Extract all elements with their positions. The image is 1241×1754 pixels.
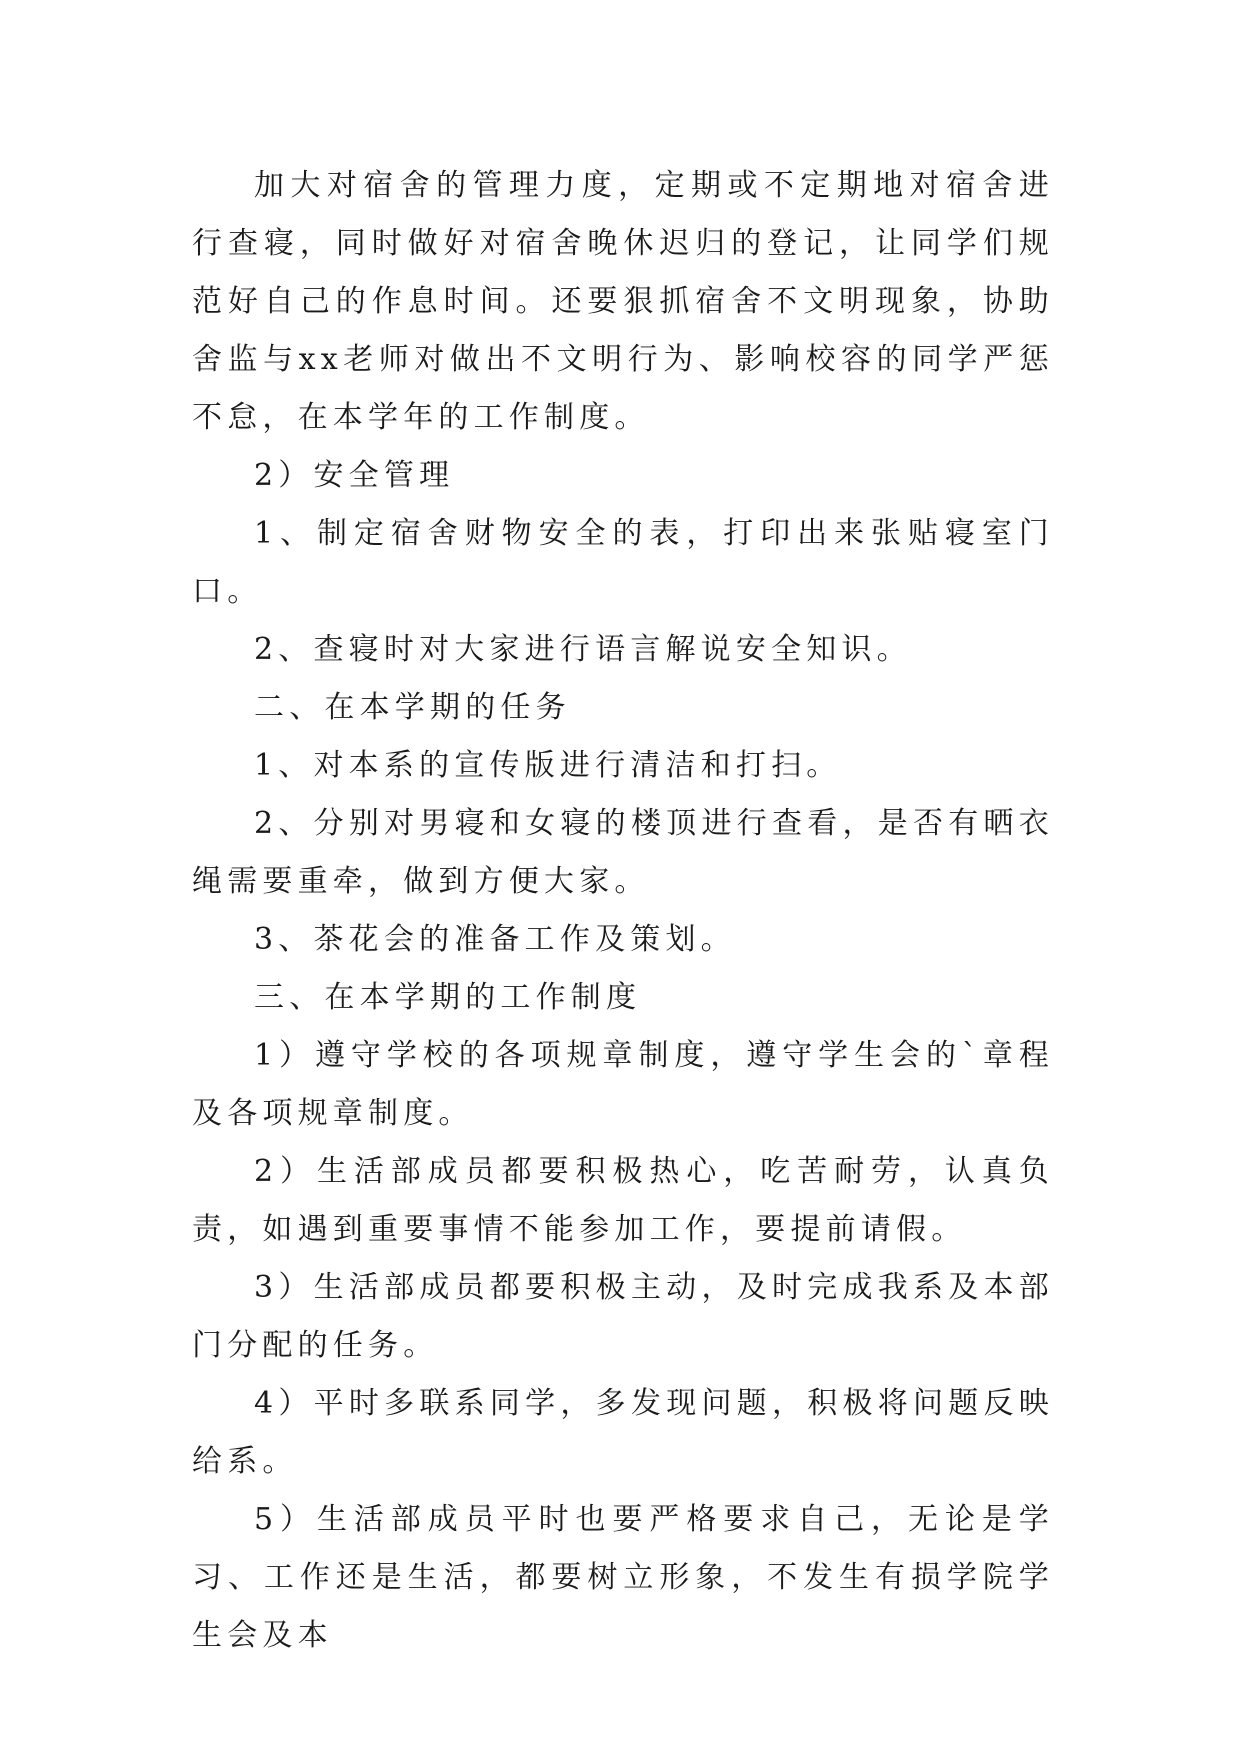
list-item-task-1: 1、对本系的宣传版进行清洁和打扫。 — [254, 748, 842, 783]
list-item-task-3: 3、茶花会的准备工作及策划。 — [254, 922, 736, 957]
list-item-rule-4: 4）平时多联系同学，多发现问题，积极将问题反映给系。 — [192, 1386, 1054, 1479]
heading-work-rules: 三、在本学期的工作制度 — [254, 980, 642, 1015]
list-item-safety-1: 1、制定宿舍财物安全的表，打印出来张贴寝室门口。 — [192, 516, 1054, 609]
heading-semester-tasks: 二、在本学期的任务 — [254, 690, 571, 725]
document-body — [192, 157, 1054, 1665]
heading-safety-management: 2）安全管理 — [254, 458, 455, 493]
list-item-task-2: 2、分别对男寝和女寝的楼顶进行查看，是否有晒衣绳需要重牵，做到方便大家。 — [192, 806, 1054, 899]
list-item-safety-2: 2、查寝时对大家进行语言解说安全知识。 — [254, 632, 912, 667]
paragraph-dorm-management: 加大对宿舍的管理力度，定期或不定期地对宿舍进行查寝，同时做好对宿舍晚休迟归的登记，让同学们规范好自己的作息时间。还要狠抓宿舍不文明现象，协助舍监与xx老师对做出不文明行为、影响校容的同学严惩不怠，在本学年的工作制度。 — [192, 168, 1054, 435]
list-item-rule-5: 5）生活部成员平时也要严格要求自己，无论是学习、工作还是生活，都要树立形象，不发生有损学院学生会及本 — [192, 1502, 1054, 1653]
list-item-rule-2: 2）生活部成员都要积极热心，吃苦耐劳，认真负责，如遇到重要事情不能参加工作，要提前请假。 — [192, 1154, 1054, 1247]
list-item-rule-3: 3）生活部成员都要积极主动，及时完成我系及本部门分配的任务。 — [192, 1270, 1054, 1363]
list-item-rule-1: 1）遵守学校的各项规章制度，遵守学生会的`章程及各项规章制度。 — [192, 1038, 1054, 1131]
